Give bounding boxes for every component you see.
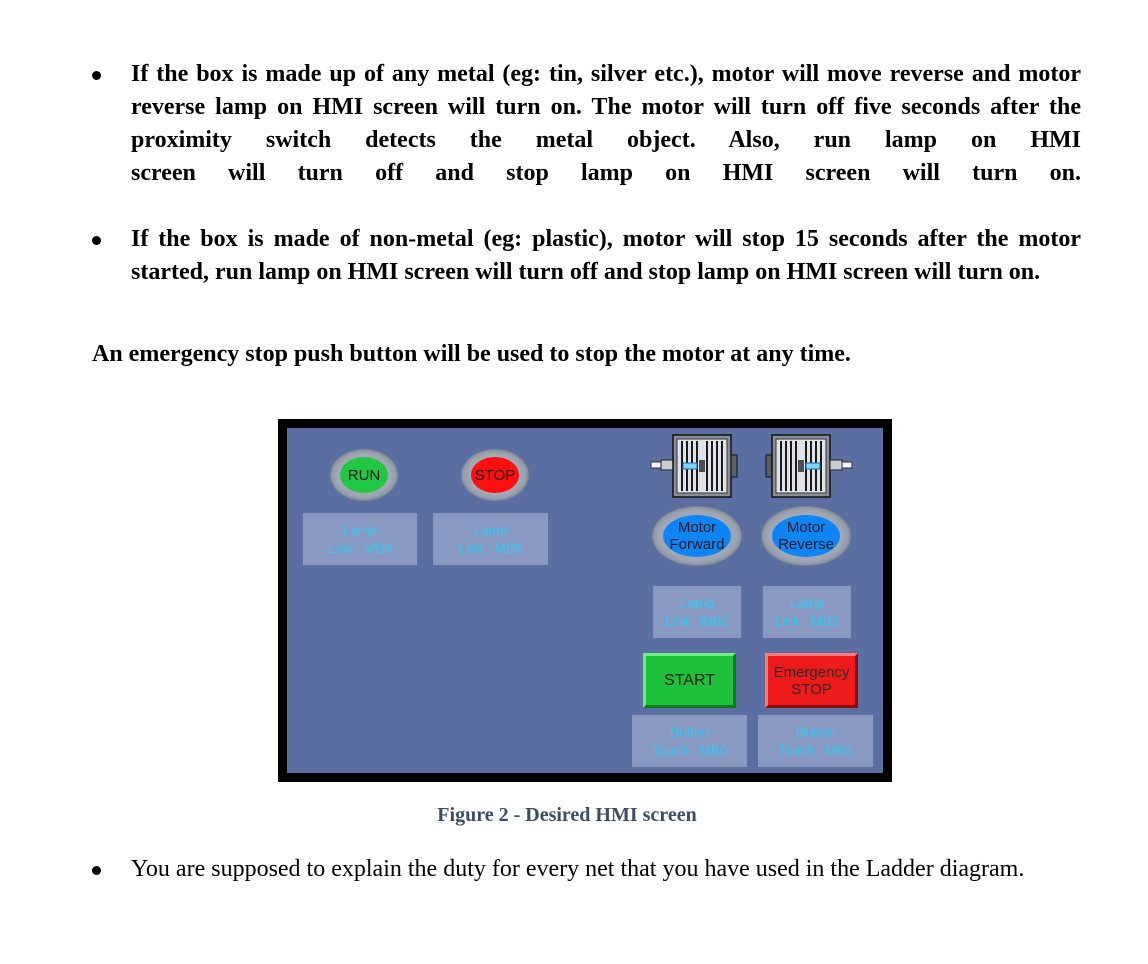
estop-line-2: STOP <box>791 680 832 698</box>
forward-tag-line-2: Link : MB2 <box>664 613 730 629</box>
start-button[interactable]: START <box>643 653 736 708</box>
bullet-dot <box>92 71 101 80</box>
run-lamp-tag <box>303 513 417 565</box>
estop-button-tag <box>758 715 873 767</box>
run-lamp <box>330 449 398 501</box>
forward-tag-line-1: Lamp <box>679 595 715 611</box>
stop-tag-line-1: Lamp <box>473 522 508 538</box>
run-tag-line-1: Lamp <box>342 522 378 538</box>
motor-reverse-lamp <box>761 506 851 566</box>
stop-lamp-tag <box>433 513 548 565</box>
estop-line-1: Emergency <box>773 663 850 681</box>
estop-tag-line-1: Button <box>795 724 836 740</box>
bullet-metal-line-2: screen will turn off and stop lamp on HMI screen will turn on. <box>131 160 1081 186</box>
motor-reverse-icon <box>760 431 854 501</box>
bullet-dot <box>92 866 101 875</box>
motor-reverse-tag <box>763 586 851 638</box>
estop-tag-line-2: Touch : MB1 <box>777 742 854 758</box>
motor-forward-line-1: Motor <box>677 519 717 536</box>
bullet-metal-text <box>131 58 1081 190</box>
bullet-dot <box>92 236 101 245</box>
hmi-screen <box>287 428 883 773</box>
emergency-stop-paragraph: An emergency stop push button will be used to stop the motor at any time. <box>92 341 851 367</box>
emergency-stop-button[interactable] <box>765 653 858 708</box>
motor-forward-label <box>663 515 731 557</box>
motor-forward-tag <box>653 586 741 638</box>
start-button-tag <box>632 715 747 767</box>
reverse-tag-line-1: Lamp <box>789 595 825 611</box>
start-tag-line-2: Touch : MB0 <box>651 742 728 758</box>
motor-forward-icon <box>649 431 743 501</box>
motor-reverse-line-2: Reverse <box>778 536 834 553</box>
bullet-metal-line-1: If the box is made up of any metal (eg: tin, silver etc.), motor will move reverse and motor reverse lamp on HMI screen will turn on. The motor will turn off five seconds after the proximity switch detects the metal object. Also, run lamp on HMI <box>131 61 1081 153</box>
motor-forward-line-2: Forward <box>669 536 725 553</box>
motor-reverse-line-1: Motor <box>786 519 826 536</box>
stop-lamp <box>461 449 529 501</box>
start-tag-line-1: Button <box>669 724 710 740</box>
bullet-explain-text: You are supposed to explain the duty for every net that you have used in the Ladder diagram. <box>131 856 1025 882</box>
bullet-nonmetal-text: If the box is made of non-metal (eg: plastic), motor will stop 15 seconds after the motor started, run lamp on HMI screen will turn off and stop lamp on HMI screen will turn on. <box>131 226 1081 285</box>
hmi-screen-figure <box>278 419 892 782</box>
stop-tag-line-2: Link : MB5 <box>458 540 523 556</box>
motor-reverse-label <box>772 515 840 557</box>
stop-lamp-label: STOP <box>471 457 519 493</box>
run-lamp-label: RUN <box>340 457 388 493</box>
run-tag-line-2: Link : MB4 <box>327 540 393 556</box>
motor-forward-lamp <box>652 506 742 566</box>
reverse-tag-line-2: Link : MB3 <box>774 613 840 629</box>
figure-caption: Figure 2 - Desired HMI screen <box>437 804 697 826</box>
